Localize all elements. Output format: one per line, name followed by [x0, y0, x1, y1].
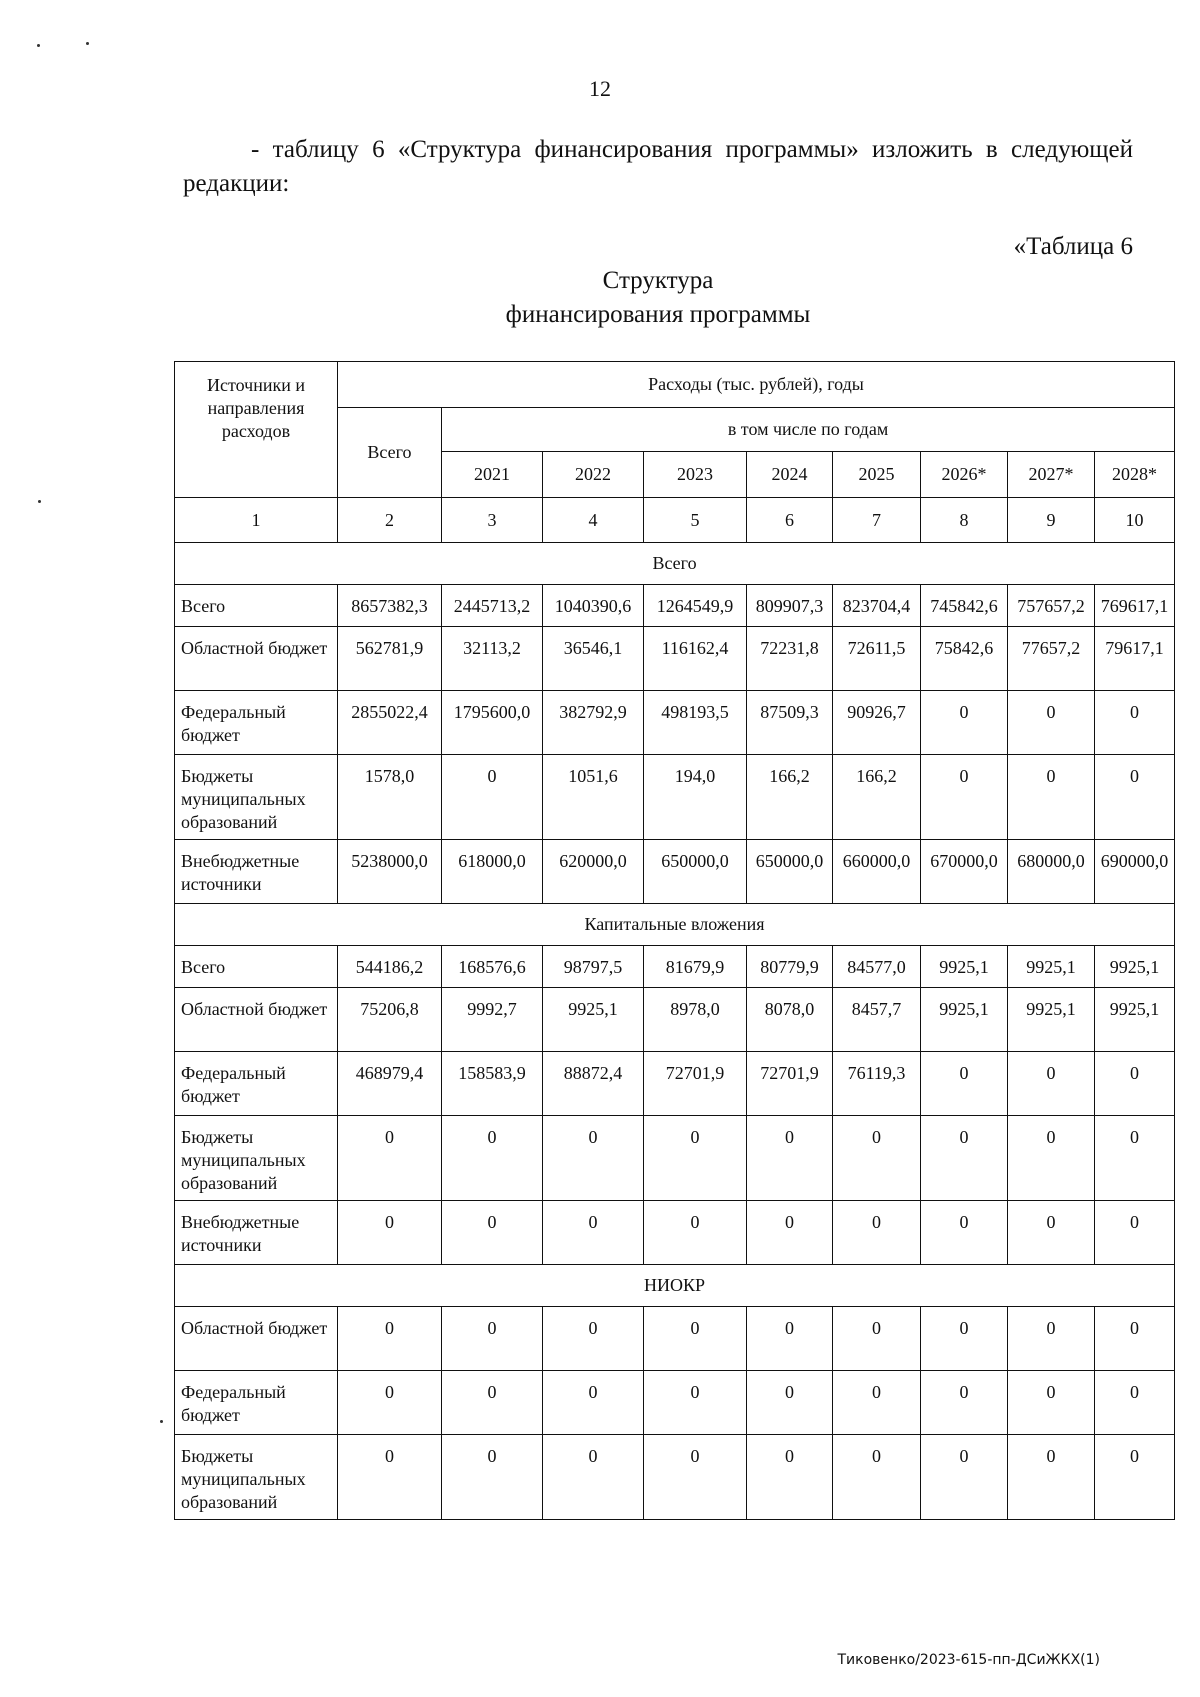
- value-cell: 0: [1008, 1052, 1095, 1116]
- value-cell: 0: [543, 1371, 644, 1435]
- value-cell: 757657,2: [1008, 585, 1095, 627]
- section-title: Капитальные вложения: [175, 904, 1175, 946]
- row-label: Областной бюджет: [175, 988, 338, 1052]
- value-cell: 88872,4: [543, 1052, 644, 1116]
- section-title: Всего: [175, 543, 1175, 585]
- value-cell: 0: [833, 1371, 921, 1435]
- value-cell: 75206,8: [338, 988, 442, 1052]
- value-cell: 1795600,0: [442, 691, 543, 755]
- value-cell: 0: [338, 1307, 442, 1371]
- value-cell: 9925,1: [1008, 988, 1095, 1052]
- value-cell: 0: [833, 1201, 921, 1265]
- document-code: Тиковенко/2023-615-пп-ДСиЖКХ(1): [837, 1652, 1100, 1668]
- value-cell: 166,2: [747, 755, 833, 840]
- value-cell: 8078,0: [747, 988, 833, 1052]
- value-cell: 0: [644, 1201, 747, 1265]
- scan-speck: [160, 1420, 163, 1423]
- value-cell: 0: [921, 1052, 1008, 1116]
- value-cell: 0: [338, 1201, 442, 1265]
- header-by-years: в том числе по годам: [442, 408, 1175, 452]
- value-cell: 0: [921, 1435, 1008, 1520]
- column-number: 7: [833, 498, 921, 543]
- value-cell: 2445713,2: [442, 585, 543, 627]
- column-number: 3: [442, 498, 543, 543]
- row-label: Областной бюджет: [175, 1307, 338, 1371]
- value-cell: 75842,6: [921, 627, 1008, 691]
- value-cell: 90926,7: [833, 691, 921, 755]
- value-cell: 0: [442, 755, 543, 840]
- value-cell: 0: [1095, 1371, 1175, 1435]
- value-cell: 0: [747, 1201, 833, 1265]
- value-cell: 0: [1095, 1052, 1175, 1116]
- value-cell: 1578,0: [338, 755, 442, 840]
- table-row: [175, 1435, 1175, 1520]
- value-cell: 0: [338, 1116, 442, 1201]
- value-cell: 0: [644, 1435, 747, 1520]
- value-cell: 9992,7: [442, 988, 543, 1052]
- value-cell: 0: [1008, 1201, 1095, 1265]
- scan-speck: [86, 42, 89, 45]
- table-row: [175, 585, 1175, 627]
- table-title: [0, 264, 1200, 332]
- value-cell: 0: [747, 1435, 833, 1520]
- value-cell: 0: [1095, 1435, 1175, 1520]
- value-cell: 0: [543, 1307, 644, 1371]
- value-cell: 9925,1: [1095, 946, 1175, 988]
- value-cell: 9925,1: [543, 988, 644, 1052]
- value-cell: 650000,0: [747, 840, 833, 904]
- scan-speck: [37, 44, 40, 47]
- value-cell: 0: [747, 1116, 833, 1201]
- value-cell: 80779,9: [747, 946, 833, 988]
- value-cell: 0: [1008, 755, 1095, 840]
- value-cell: 620000,0: [543, 840, 644, 904]
- value-cell: 0: [338, 1371, 442, 1435]
- value-cell: 0: [921, 691, 1008, 755]
- table-row: [175, 755, 1175, 840]
- table-row: [175, 1307, 1175, 1371]
- value-cell: 690000,0: [1095, 840, 1175, 904]
- value-cell: 1051,6: [543, 755, 644, 840]
- value-cell: 72701,9: [747, 1052, 833, 1116]
- header-year: 2021: [442, 452, 543, 498]
- value-cell: 0: [644, 1116, 747, 1201]
- value-cell: 0: [644, 1371, 747, 1435]
- value-cell: 8657382,3: [338, 585, 442, 627]
- value-cell: 72701,9: [644, 1052, 747, 1116]
- value-cell: 0: [1008, 691, 1095, 755]
- row-label: Федеральный бюджет: [175, 691, 338, 755]
- value-cell: 79617,1: [1095, 627, 1175, 691]
- table-row: [175, 946, 1175, 988]
- value-cell: 382792,9: [543, 691, 644, 755]
- value-cell: 1040390,6: [543, 585, 644, 627]
- value-cell: 0: [1008, 1435, 1095, 1520]
- column-number: 1: [175, 498, 338, 543]
- row-label: Федеральный бюджет: [175, 1371, 338, 1435]
- value-cell: 168576,6: [442, 946, 543, 988]
- value-cell: 544186,2: [338, 946, 442, 988]
- value-cell: 87509,3: [747, 691, 833, 755]
- value-cell: 618000,0: [442, 840, 543, 904]
- value-cell: 0: [921, 1116, 1008, 1201]
- value-cell: 0: [1008, 1116, 1095, 1201]
- page-number: 12: [589, 76, 611, 101]
- value-cell: 680000,0: [1008, 840, 1095, 904]
- scan-speck: [38, 500, 41, 503]
- column-number: 8: [921, 498, 1008, 543]
- value-cell: 0: [921, 1201, 1008, 1265]
- value-cell: 84577,0: [833, 946, 921, 988]
- value-cell: 2855022,4: [338, 691, 442, 755]
- value-cell: 650000,0: [644, 840, 747, 904]
- table-row: [175, 1201, 1175, 1265]
- row-label: Всего: [175, 585, 338, 627]
- value-cell: 0: [338, 1435, 442, 1520]
- header-year: 2025: [833, 452, 921, 498]
- column-number: 9: [1008, 498, 1095, 543]
- value-cell: 562781,9: [338, 627, 442, 691]
- value-cell: 0: [747, 1307, 833, 1371]
- row-label: Внебюджетные источники: [175, 840, 338, 904]
- row-label: Бюджеты муниципальных образований: [175, 755, 338, 840]
- value-cell: 0: [833, 1435, 921, 1520]
- value-cell: 76119,3: [833, 1052, 921, 1116]
- value-cell: 498193,5: [644, 691, 747, 755]
- row-label: Бюджеты муниципальных образований: [175, 1116, 338, 1201]
- table-row: [175, 988, 1175, 1052]
- value-cell: 8978,0: [644, 988, 747, 1052]
- value-cell: 9925,1: [1095, 988, 1175, 1052]
- table-title-line-2: финансирования программы: [505, 301, 811, 328]
- header-year: 2024: [747, 452, 833, 498]
- value-cell: 0: [442, 1435, 543, 1520]
- value-cell: 0: [921, 1307, 1008, 1371]
- value-cell: 823704,4: [833, 585, 921, 627]
- value-cell: 9925,1: [921, 988, 1008, 1052]
- value-cell: 0: [543, 1116, 644, 1201]
- table-row: [175, 1371, 1175, 1435]
- value-cell: 0: [442, 1201, 543, 1265]
- section-title: НИОКР: [175, 1265, 1175, 1307]
- column-number: 6: [747, 498, 833, 543]
- value-cell: 0: [1095, 1307, 1175, 1371]
- header-year: 2027*: [1008, 452, 1095, 498]
- value-cell: 660000,0: [833, 840, 921, 904]
- value-cell: 77657,2: [1008, 627, 1095, 691]
- header-total: Всего: [338, 408, 442, 498]
- value-cell: 0: [921, 1371, 1008, 1435]
- row-label: Областной бюджет: [175, 627, 338, 691]
- value-cell: 0: [833, 1307, 921, 1371]
- value-cell: 468979,4: [338, 1052, 442, 1116]
- value-cell: 36546,1: [543, 627, 644, 691]
- table-row: [175, 627, 1175, 691]
- value-cell: 0: [442, 1307, 543, 1371]
- value-cell: 0: [442, 1371, 543, 1435]
- value-cell: 0: [747, 1371, 833, 1435]
- header-year: 2022: [543, 452, 644, 498]
- value-cell: 9925,1: [921, 946, 1008, 988]
- header-year: 2023: [644, 452, 747, 498]
- value-cell: 194,0: [644, 755, 747, 840]
- intro-paragraph: - таблицу 6 «Структура финансирования программы» изложить в следующей редакции:: [183, 136, 1133, 197]
- value-cell: 0: [543, 1201, 644, 1265]
- row-label: Внебюджетные источники: [175, 1201, 338, 1265]
- value-cell: 0: [644, 1307, 747, 1371]
- value-cell: 81679,9: [644, 946, 747, 988]
- value-cell: 745842,6: [921, 585, 1008, 627]
- value-cell: 0: [1095, 755, 1175, 840]
- column-number: 5: [644, 498, 747, 543]
- value-cell: 809907,3: [747, 585, 833, 627]
- table-title-line-1: Структура: [602, 267, 714, 294]
- row-label: Всего: [175, 946, 338, 988]
- value-cell: 0: [1095, 1116, 1175, 1201]
- column-number: 10: [1095, 498, 1175, 543]
- value-cell: 0: [1008, 1307, 1095, 1371]
- value-cell: 0: [543, 1435, 644, 1520]
- value-cell: 32113,2: [442, 627, 543, 691]
- value-cell: 0: [833, 1116, 921, 1201]
- column-number: 4: [543, 498, 644, 543]
- value-cell: 769617,1: [1095, 585, 1175, 627]
- value-cell: 0: [1008, 1371, 1095, 1435]
- value-cell: 0: [442, 1116, 543, 1201]
- value-cell: 5238000,0: [338, 840, 442, 904]
- value-cell: 670000,0: [921, 840, 1008, 904]
- value-cell: 0: [1095, 1201, 1175, 1265]
- table-label: «Таблица 6: [1013, 233, 1133, 260]
- header-year: 2028*: [1095, 452, 1175, 498]
- value-cell: 9925,1: [1008, 946, 1095, 988]
- row-label: Федеральный бюджет: [175, 1052, 338, 1116]
- value-cell: 8457,7: [833, 988, 921, 1052]
- value-cell: 72611,5: [833, 627, 921, 691]
- value-cell: 1264549,9: [644, 585, 747, 627]
- value-cell: 72231,8: [747, 627, 833, 691]
- value-cell: 166,2: [833, 755, 921, 840]
- value-cell: 98797,5: [543, 946, 644, 988]
- financing-table: [174, 361, 1175, 1520]
- table-row: [175, 691, 1175, 755]
- header-sources: Источники и направления расходов: [175, 362, 338, 498]
- row-label: Бюджеты муниципальных образований: [175, 1435, 338, 1520]
- column-number: 2: [338, 498, 442, 543]
- value-cell: 116162,4: [644, 627, 747, 691]
- table-row: [175, 840, 1175, 904]
- value-cell: 158583,9: [442, 1052, 543, 1116]
- table-row: [175, 1116, 1175, 1201]
- value-cell: 0: [921, 755, 1008, 840]
- value-cell: 0: [1095, 691, 1175, 755]
- header-expenses: Расходы (тыс. рублей), годы: [338, 362, 1175, 408]
- table-row: [175, 1052, 1175, 1116]
- header-year: 2026*: [921, 452, 1008, 498]
